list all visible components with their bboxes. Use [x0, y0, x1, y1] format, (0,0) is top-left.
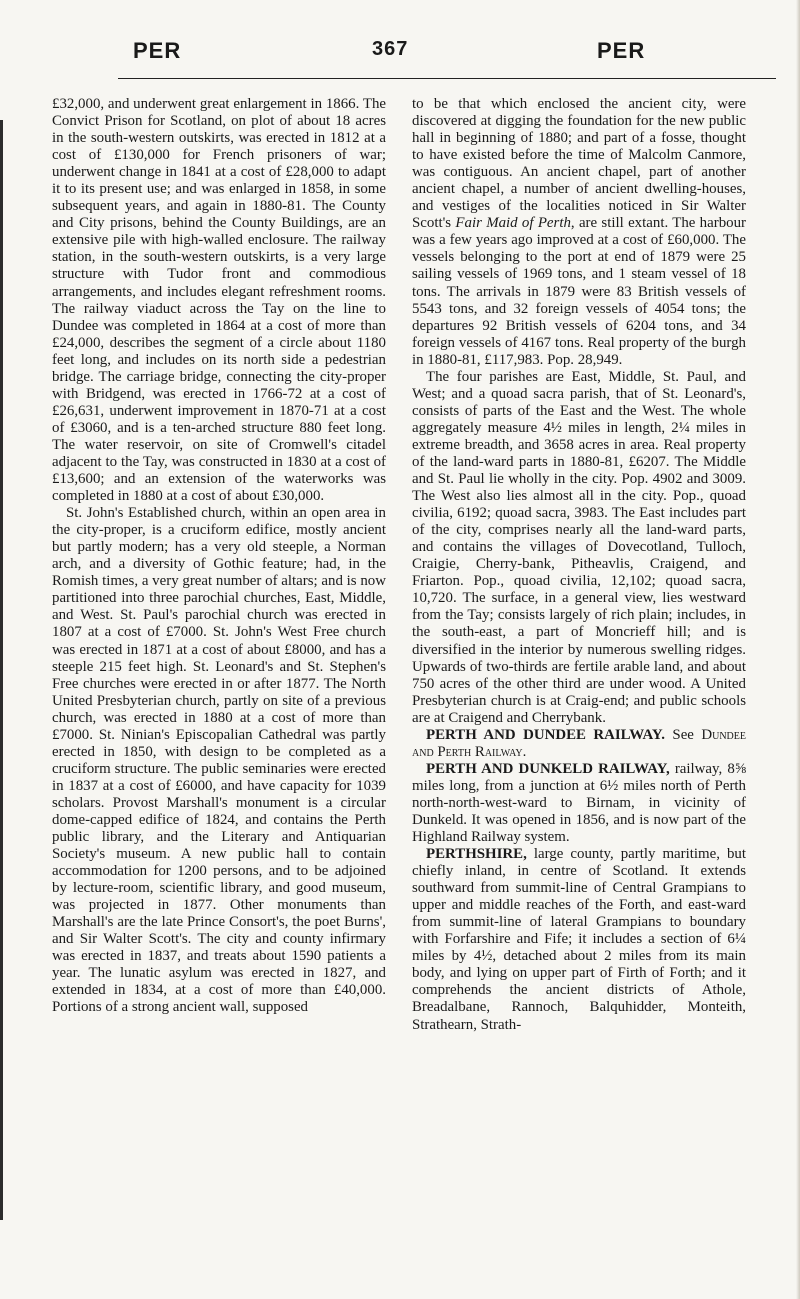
entry-text: large county, partly maritime, but chiefly inland, in centre of Scotland. It extends southward from summit-line of Central Grampians to upper and middle reaches of the Forth, and east-ward from summit-line of lateral Grampians to boundary with Forfarshire and Fife; it includes a section of 6¼ miles by 4½, detached about 2 miles from its main body, and lying on upper part of Firth of Forth; and it comprehends the ancient districts of Athole, Breadalbane, Rannoch, Balquhidder, Monteith, Strathearn, Strath-	[412, 846, 746, 1033]
page-header	[0, 0, 800, 70]
entry-heading: PERTHSHIRE,	[426, 846, 527, 863]
header-rule	[118, 78, 776, 79]
left-column	[52, 96, 386, 1017]
perth-churches-paragraph: St. John's Established church, within an open area in the city-proper, is a cruciform edifice, mostly ancient but partly modern; has a very old steeple, a Norman arch, and a diversity of Gothic feature; had, in the Romish times, a very great number of altars; and is now partitioned into three parochial churches, East, Middle, and West. St. Paul's parochial church was erected in 1807 at a cost of £7000. St. John's West Free church was erected in 1871 at a cost of about £8000, and has a steeple 215 feet high. St. Leonard's and St. Stephen's Free churches were erected in or after 1877. The North United Presbyterian church, partly on site of a previous church, was erected in 1880 at a cost of more than £7000. St. Ninian's Episcopalian Cathedral was partly erected in 1850, with design to be completed as a cruciform structure. The public seminaries were erected in 1837 at a cost of £6000, and have capacity for 1039 scholars. Provost Marshall's monument is a circular dome-capped edifice of 1824, and contains the Perth public library, and the Literary and Antiquarian Society's museum. A new public hall to contain accommodation for 1200 persons, and to be adjoined by lecture-room, scientific library, and good museum, was projected in 1877. Other monuments than Marshall's are the late Prince Consort's, the poet Burns', and Sir Walter Scott's. The city and county infirmary was erected in 1837, and treats about 1590 patients a year. The lunatic asylum was erected in 1827, and extended in 1834, at a cost of more than £40,000. Portions of a strong ancient wall, supposed	[52, 505, 386, 1016]
antiquities-text-a: to be that which enclosed the ancient city, were discovered at digging the foundation for the new public hall in beginning of 1880; and part of a fosse, thought to have existed before the time of Malcolm Canmore, was contiguous. An ancient chapel, part of another ancient chapel, a number of ancient dwelling-houses, and vestiges of the localities noticed in Sir Walter Scott's	[412, 96, 746, 232]
entry-text: railway, 8⅝ miles long, from a junction at 6½ miles north of Perth north-north-west-ward to Birnam, in vicinity of Dunkeld. It was opened in 1856, and is now part of the Highland Railway system.	[412, 760, 746, 846]
antiquities-text-b: , are still extant. The harbour was a few years ago improved at a cost of £60,000. The vessels belonging to the port at end of 1879 were 25 sailing vessels of 1969 tons, and 1 steam vessel of 18 tons. The arrivals in 1879 were 83 British vessels of 5543 tons, and 32 foreign vessels of 4054 tons; the departures 92 British vessels of 6204 tons, and 34 foreign vessels of 4167 tons. Real property of the burgh in 1880-81, £117,983. Pop. 28,949.	[412, 215, 746, 368]
entry-heading: PERTH AND DUNKELD RAILWAY,	[426, 760, 670, 777]
perth-parishes-paragraph: The four parishes are East, Middle, St. Paul, and West; and a quoad sacra parish, that of St. Leonard's, consists of parts of the East and the West. The whole aggregately measure 4½ miles in length, 2¼ miles in extreme breadth, and 3658 acres in area. Real property of the land-ward parts in 1880-81, £6207. The Middle and St. Paul lie wholly in the city. Pop. 4902 and 3009. The West also lies almost all in the city. Pop., quoad civilia, 6192; quoad sacra, 3983. The East includes part of the city, comprises nearly all the land-ward parts, and contains the villages of Dovecotland, Tulloch, Craigie, Cherry-bank, Pitheavlis, Craigend, and Friarton. Pop., quoad civilia, 12,102; quoad sacra, 10,720. The surface, in a general view, lies westward from the Tay; consists largely of rich plain; includes, in the south-east, a part of Moncrieff hill; and is diversified in the interior by numerous swelling ridges. Upwards of two-thirds are fertile arable land, and about 750 acres of the other third are under wood. A United Presbyterian church is at Craig-end; and public schools are at Craigend and Cherrybank.	[412, 368, 746, 726]
book-title-italic: Fair Maid of Perth	[455, 215, 571, 232]
perth-buildings-paragraph: £32,000, and underwent great enlargement in 1866. The Convict Prison for Scotland, on plot of about 18 acres in the south-western outskirts, was erected in 1812 at a cost of £130,000 for French prisoners of war; underwent change in 1841 at a cost of £28,000 to adapt it to its present use; and was enlarged in 1858, in some subsequent years, and again in 1880-81. The County and City prisons, behind the County Buildings, are an extensive pile with high-walled enclosure. The railway station, in the south-western outskirts, is a very large structure with Tudor front and commodious arrangements, and includes elegant refreshment rooms. The railway viaduct across the Tay on the line to Dundee was completed in 1864 at a cost of more than £24,000, describes the segment of a circle about 1180 feet long, and includes on its north side a pedestrian bridge. The carriage bridge, connecting the city-proper with Bridgend, was erected in 1766-72 at a cost of £26,631, underwent improvement in 1870-71 at a cost of £3060, and is a ten-arched structure 880 feet long. The water reservoir, on site of Cromwell's citadel adjacent to the Tay, was constructed in 1830 at a cost of £13,600; and an extension of the waterworks was completed in 1880 at a cost of about £30,000.	[52, 96, 386, 505]
running-head-left: PER	[133, 38, 182, 63]
right-column	[412, 96, 746, 1034]
running-head-right: PER	[597, 38, 646, 63]
page-binding-edge	[0, 120, 3, 1220]
page-number: 367	[372, 38, 409, 60]
entry-perth-dundee-railway	[412, 727, 746, 761]
entry-perth-dunkeld-railway	[412, 761, 746, 846]
entry-heading: PERTH AND DUNDEE RAILWAY.	[426, 726, 665, 743]
entry-text: See	[664, 726, 702, 743]
perth-antiquities-paragraph	[412, 96, 746, 369]
cross-reference-link[interactable]: Dundee and Perth Railway.	[412, 726, 746, 760]
entry-perthshire	[412, 846, 746, 1034]
page-right-edge	[796, 0, 800, 1299]
